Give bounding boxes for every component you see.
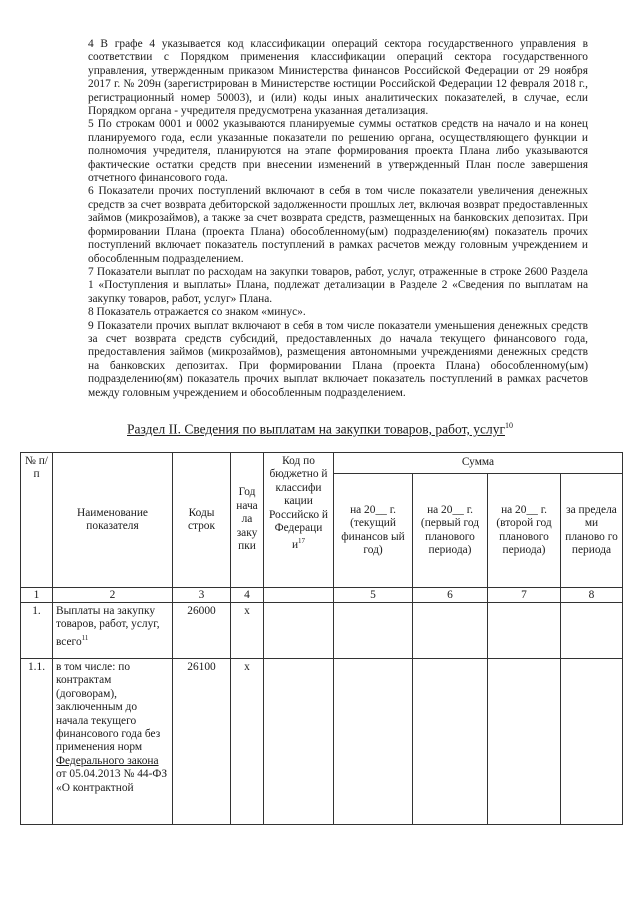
col-number: 6 xyxy=(413,588,488,603)
row-name-suffix: от 05.04.2013 № 44-ФЗ «О контрактной xyxy=(56,768,168,794)
col-number: 2 xyxy=(53,588,173,603)
footnote-8: 8 Показатель отражается со знаком «минус». xyxy=(88,306,306,319)
footnote-6: 6 Показатели прочих поступлений включают в себя в том числе показатели увеличения денежных средств за счет возврата дебиторской задолженности прошлых лет, включая возврат предоставленных займов (микрозаймов), а также за счет возврата средств, размещенных на банковских депозитах. При формировании Плана (проекта Плана) обособленному(ым) подразделению(ям) показатель прочих поступлений включает показатель поступлений в рамках расчетов между головным учреждением и обособленным подразделением. xyxy=(88,185,588,265)
row-code: 26000 xyxy=(173,603,231,659)
section-title-footnote: 10 xyxy=(504,421,513,430)
row-col5[interactable] xyxy=(334,603,413,659)
federal-law-link[interactable]: Федерального закона xyxy=(56,754,159,767)
row-footnote: 11 xyxy=(81,633,89,642)
header-col7: на 20__ г. (второй год планового периода) xyxy=(488,474,561,588)
footnote-4: 4 В графе 4 указывается код классификации операций сектора государственного управления в соответствии с Порядком применения классификации операций сектора государственного управления, утвержденным приказом Министерства финансов Российской Федерации от 29 ноября 2017 г. № 209н (зарегистрирован в Министерстве юстиции Российской Федерации 12 февраля 2018 г., регистрационный номер 50003), и (или) коды иных аналитических показателей, в случае, если Порядком органа - учредителя предусмотрена указанная детализация. xyxy=(88,38,588,118)
header-num: № п/п xyxy=(21,453,53,588)
col-number: 7 xyxy=(488,588,561,603)
row-col7[interactable] xyxy=(488,659,561,825)
header-col8: за предела ми планово го периода xyxy=(561,474,623,588)
row-name xyxy=(53,603,173,659)
header-kbk-footnote: 17 xyxy=(298,537,306,546)
table-row xyxy=(21,659,623,825)
header-col5: на 20__ г. (текущий финансов ый год) xyxy=(334,474,413,588)
header-col6: на 20__ г. (первый год планового периода) xyxy=(413,474,488,588)
row-name-text: Выплаты на закупку товаров, работ, услуг, всего xyxy=(56,605,160,648)
section-title xyxy=(0,421,640,438)
table-row xyxy=(21,603,623,659)
row-col6[interactable] xyxy=(413,603,488,659)
footnote-7: 7 Показатели выплат по расходам на закупки товаров, работ, услуг, отраженные в строке 2600 Раздела 1 «Поступления и выплаты» Плана, подлежат детализации в Разделе 2 «Сведения по выплатам на закупку товаров, работ, услуг» Плана. xyxy=(88,265,588,305)
section-title-text: Раздел II. Сведения по выплатам на закупки товаров, работ, услуг xyxy=(127,421,505,437)
row-num: 1. xyxy=(21,603,53,659)
footnote-9: 9 Показатели прочих выплат включают в себя в том числе показатели уменьшения денежных средств за счет возврата средств субсидий, предоставленных до начала текущего финансового года, предоставления займов (микрозаймов), размещения автономными учреждениями денежных средств на банковских депозитах. При формировании Плана (проекта Плана) обособленному(ым) подразделению(ям) показатель прочих выплат включает показатель поступлений в рамках расчетов между головным учреждением и обособленным подразделением. xyxy=(88,319,588,399)
row-col6[interactable] xyxy=(413,659,488,825)
row-name xyxy=(53,659,173,825)
col-number: 4 xyxy=(231,588,264,603)
row-col8[interactable] xyxy=(561,659,623,825)
header-sum: Сумма xyxy=(334,453,623,474)
col-number: 5 xyxy=(334,588,413,603)
header-kbk xyxy=(264,453,334,588)
row-col5[interactable] xyxy=(334,659,413,825)
row-num: 1.1. xyxy=(21,659,53,825)
footnotes xyxy=(88,38,588,400)
row-code: 26100 xyxy=(173,659,231,825)
col-number: 3 xyxy=(173,588,231,603)
col-number xyxy=(264,588,334,603)
header-codes: Коды строк xyxy=(173,453,231,588)
row-name-text: в том числе: по контрактам (договорам), заключенным до начала текущего финансового года без применения норм xyxy=(56,661,161,754)
row-col8[interactable] xyxy=(561,603,623,659)
header-kbk-text: Код по бюджетно й классифи кации Российско й Федераци и xyxy=(269,455,328,552)
footnote-5: 5 По строкам 0001 и 0002 указываются планируемые суммы остатков средств на начало и на конец планируемого года, если указанные показатели по решению органа, осуществляющего функции и полномочия учредителя, планируются на этапе формирования проекта Плана либо указываются фактические остатки средств при внесении изменений в утвержденный План после завершения отчетного финансового года. xyxy=(88,118,588,185)
header-name: Наименование показателя xyxy=(53,453,173,588)
row-year: x xyxy=(231,659,264,825)
row-year: x xyxy=(231,603,264,659)
col-number: 1 xyxy=(21,588,53,603)
row-col7[interactable] xyxy=(488,603,561,659)
row-kbk[interactable] xyxy=(264,603,334,659)
header-year: Год нача ла заку пки xyxy=(231,453,264,588)
row-kbk[interactable] xyxy=(264,659,334,825)
purchases-table xyxy=(20,452,623,825)
col-number: 8 xyxy=(561,588,623,603)
